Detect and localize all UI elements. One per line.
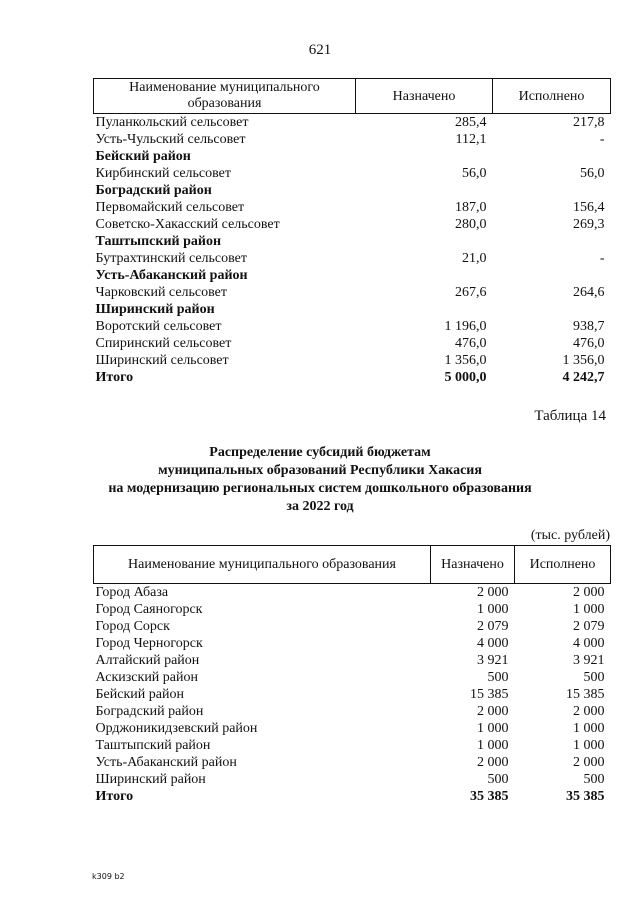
group-row xyxy=(94,148,611,165)
cell-executed: 1 000 xyxy=(573,738,605,753)
cell-executed: 156,4 xyxy=(573,200,605,215)
cell-name: Боградский район xyxy=(95,704,204,719)
table-row xyxy=(94,737,611,754)
cell-name: Орджоникидзевский район xyxy=(95,721,258,736)
table-row xyxy=(94,771,611,788)
caption-line: муниципальных образований Республики Хакасия xyxy=(158,463,482,478)
cell-assigned: 56,0 xyxy=(462,166,487,181)
cell-assigned: 3 921 xyxy=(477,653,509,668)
cell-executed: 217,8 xyxy=(573,115,605,130)
caption-line: на модернизацию региональных систем дошкольного образования xyxy=(108,481,532,496)
cell-name: Город Черногорск xyxy=(95,636,203,651)
cell-assigned: 15 385 xyxy=(470,687,509,702)
cell-assigned xyxy=(356,182,493,199)
cell-executed: 1 356,0 xyxy=(562,353,605,368)
table-row xyxy=(94,601,611,618)
group-row xyxy=(94,182,611,199)
table-row xyxy=(94,352,611,369)
cell-executed xyxy=(493,148,611,165)
cell-name: Усть-Абаканский район xyxy=(95,268,248,283)
cell-assigned: 112,1 xyxy=(455,132,487,147)
cell-executed: 1 000 xyxy=(573,721,605,736)
cell-name: Итого xyxy=(95,370,134,385)
cell-assigned: 4 000 xyxy=(477,636,509,651)
cell-assigned: 476,0 xyxy=(455,336,487,351)
cell-assigned xyxy=(356,148,493,165)
cell-name: Таштыпский район xyxy=(95,738,211,753)
cell-assigned: 1 196,0 xyxy=(444,319,487,334)
cell-executed: - xyxy=(599,251,605,266)
header-executed: Исполнено xyxy=(515,546,611,584)
cell-executed xyxy=(493,267,611,284)
table-bottom xyxy=(93,545,611,805)
cell-executed: 2 079 xyxy=(573,619,605,634)
cell-executed: 2 000 xyxy=(573,585,605,600)
header-assigned: Назначено xyxy=(356,79,493,114)
cell-name: Город Сорск xyxy=(95,619,170,634)
cell-name: Усть-Абаканский район xyxy=(95,755,237,770)
cell-name: Чарковский сельсовет xyxy=(95,285,227,300)
table-caption xyxy=(0,444,640,516)
group-row xyxy=(94,233,611,250)
cell-executed: - xyxy=(599,132,605,147)
cell-assigned: 2 000 xyxy=(477,755,509,770)
table-row xyxy=(94,216,611,233)
cell-assigned: 2 079 xyxy=(477,619,509,634)
cell-assigned: 5 000,0 xyxy=(444,370,487,385)
cell-assigned: 1 000 xyxy=(477,738,509,753)
page-number: 621 xyxy=(308,42,332,58)
table-row xyxy=(94,284,611,301)
cell-executed: 2 000 xyxy=(573,755,605,770)
table-row xyxy=(94,652,611,669)
cell-name: Ширинский район xyxy=(95,302,215,317)
cell-executed: 4 000 xyxy=(573,636,605,651)
table-row xyxy=(94,720,611,737)
cell-name: Боградский район xyxy=(95,183,212,198)
cell-name: Бейский район xyxy=(95,149,191,164)
units-label: (тыс. рублей) xyxy=(530,528,610,543)
group-row xyxy=(94,301,611,318)
table-row xyxy=(94,754,611,771)
cell-executed xyxy=(493,301,611,318)
cell-assigned: 267,6 xyxy=(455,285,487,300)
caption-line: Распределение субсидий бюджетам xyxy=(209,445,431,460)
cell-name: Ширинский сельсовет xyxy=(95,353,229,368)
caption-line: за 2022 год xyxy=(286,499,354,514)
table-row xyxy=(94,584,611,602)
cell-assigned xyxy=(356,301,493,318)
cell-assigned: 285,4 xyxy=(455,115,487,130)
cell-name: Усть-Чульский сельсовет xyxy=(95,132,246,147)
cell-executed xyxy=(493,182,611,199)
cell-name: Бейский район xyxy=(95,687,184,702)
table-row xyxy=(94,635,611,652)
table-row xyxy=(94,114,611,132)
table-row xyxy=(94,250,611,267)
table-label: Таблица 14 xyxy=(534,408,606,424)
cell-executed: 1 000 xyxy=(573,602,605,617)
table-row xyxy=(94,618,611,635)
cell-executed: 500 xyxy=(583,772,605,787)
cell-assigned: 21,0 xyxy=(462,251,487,266)
table-row xyxy=(94,165,611,182)
cell-name: Воротский сельсовет xyxy=(95,319,222,334)
cell-name: Город Абаза xyxy=(95,585,169,600)
table-row xyxy=(94,686,611,703)
cell-assigned xyxy=(356,233,493,250)
cell-name: Таштыпский район xyxy=(95,234,222,249)
total-row xyxy=(94,788,611,805)
cell-name: Итого xyxy=(95,789,134,804)
table-bottom-body xyxy=(94,584,611,806)
cell-assigned: 187,0 xyxy=(455,200,487,215)
cell-assigned: 2 000 xyxy=(477,704,509,719)
cell-assigned: 500 xyxy=(487,772,509,787)
cell-assigned: 2 000 xyxy=(477,585,509,600)
header-name: Наименование муниципального образования xyxy=(94,546,431,584)
cell-name: Ширинский район xyxy=(95,772,206,787)
cell-name: Аскизский район xyxy=(95,670,198,685)
cell-executed: 15 385 xyxy=(566,687,605,702)
cell-executed: 938,7 xyxy=(573,319,605,334)
cell-name: Пуланкольский сельсовет xyxy=(95,115,249,130)
cell-name: Кирбинский сельсовет xyxy=(95,166,231,181)
total-row xyxy=(94,369,611,386)
header-name: Наименование муниципального образования xyxy=(94,79,356,114)
cell-executed: 2 000 xyxy=(573,704,605,719)
cell-name: Город Саяногорск xyxy=(95,602,203,617)
table-row xyxy=(94,703,611,720)
table-top xyxy=(93,78,611,386)
table-row xyxy=(94,199,611,216)
table-row xyxy=(94,669,611,686)
cell-assigned xyxy=(356,267,493,284)
cell-assigned: 1 000 xyxy=(477,602,509,617)
cell-assigned: 1 356,0 xyxy=(444,353,487,368)
cell-executed: 264,6 xyxy=(573,285,605,300)
table-row xyxy=(94,131,611,148)
cell-assigned: 1 000 xyxy=(477,721,509,736)
cell-assigned: 35 385 xyxy=(470,789,509,804)
table-row xyxy=(94,335,611,352)
cell-executed: 500 xyxy=(583,670,605,685)
cell-name: Советско-Хакасский сельсовет xyxy=(95,217,280,232)
cell-name: Первомайский сельсовет xyxy=(95,200,245,215)
cell-executed xyxy=(493,233,611,250)
cell-executed: 56,0 xyxy=(580,166,605,181)
cell-executed: 35 385 xyxy=(566,789,605,804)
group-row xyxy=(94,267,611,284)
cell-name: Алтайский район xyxy=(95,653,200,668)
cell-executed: 4 242,7 xyxy=(562,370,605,385)
cell-executed: 3 921 xyxy=(573,653,605,668)
header-executed: Исполнено xyxy=(493,79,611,114)
header-assigned: Назначено xyxy=(431,546,515,584)
cell-assigned: 280,0 xyxy=(455,217,487,232)
cell-executed: 269,3 xyxy=(573,217,605,232)
cell-name: Спиринский сельсовет xyxy=(95,336,232,351)
cell-name: Бутрахтинский сельсовет xyxy=(95,251,247,266)
table-row xyxy=(94,318,611,335)
cell-assigned: 500 xyxy=(487,670,509,685)
table-top-body xyxy=(94,114,611,387)
cell-executed: 476,0 xyxy=(573,336,605,351)
footer-code: k309 b2 xyxy=(92,872,125,881)
